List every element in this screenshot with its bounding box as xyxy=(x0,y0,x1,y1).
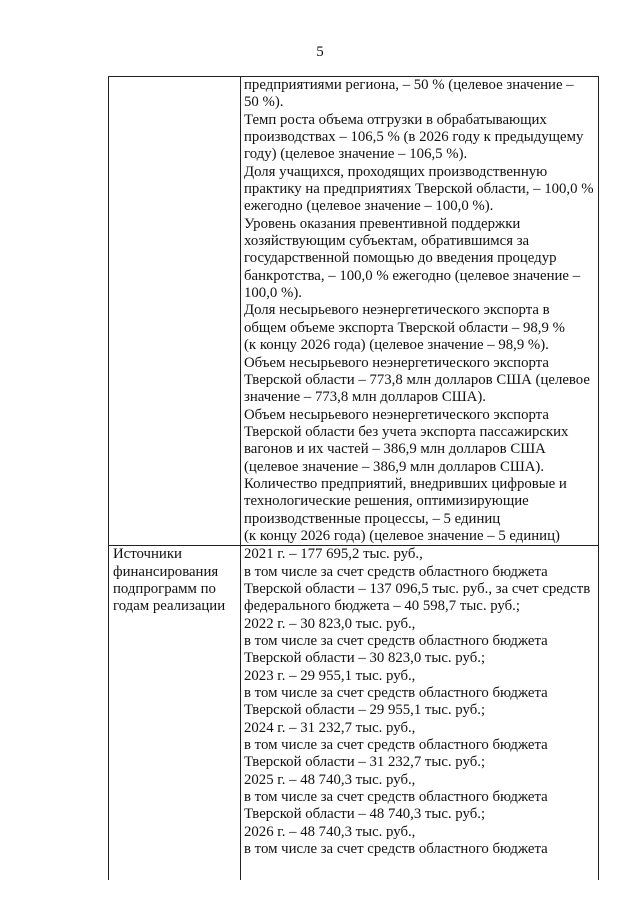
text-line: Тверской области – 31 232,7 тыс. руб.; xyxy=(244,754,486,771)
text-line: (целевое значение – 386,9 млн долларов США). xyxy=(244,458,545,475)
text-line: практику на предприятиях Тверской области, – 100,0 % xyxy=(244,181,594,198)
text-line: финансирования xyxy=(113,563,219,580)
text-line: подпрограмм по xyxy=(113,580,216,597)
text-line: 2023 г. – 29 955,1 тыс. руб., xyxy=(244,667,416,684)
text-line: производствах – 106,5 % (в 2026 году к предыдущему xyxy=(244,129,584,146)
text-line: Тверской области – 29 955,1 тыс. руб.; xyxy=(244,702,486,719)
text-line: 2026 г. – 48 740,3 тыс. руб., xyxy=(244,823,416,840)
passport-table xyxy=(108,76,599,880)
text-line: производственные процессы, – 5 единиц xyxy=(244,510,501,527)
cell-row1-value-text xyxy=(241,77,598,545)
text-line: в том числе за счет средств областного бюджета xyxy=(244,685,548,702)
text-line: 2021 г. – 177 695,2 тыс. руб., xyxy=(244,546,423,563)
page-number: 5 xyxy=(316,44,324,60)
text-line: Источники xyxy=(113,546,182,563)
text-line: Доля учащихся, проходящих производственную xyxy=(244,163,548,180)
cell-row1-label xyxy=(109,77,241,546)
text-line: общем объеме экспорта Тверской области – 98,9 % xyxy=(244,319,565,336)
cell-financing-label xyxy=(109,546,241,881)
cell-financing-label-text xyxy=(109,546,240,615)
text-line: в том числе за счет средств областного бюджета xyxy=(244,841,548,858)
text-line: в том числе за счет средств областного бюджета xyxy=(244,563,548,580)
text-line: хозяйствующим субъектам, обратившимся за xyxy=(244,233,530,250)
text-line: 2022 г. – 30 823,0 тыс. руб., xyxy=(244,615,416,632)
text-line: Доля несырьевого неэнергетического экспорта в xyxy=(244,302,550,319)
text-line: Темп роста объема отгрузки в обрабатывающих xyxy=(244,111,547,128)
table-row-financing xyxy=(109,546,599,881)
text-line: в том числе за счет средств областного бюджета xyxy=(244,737,548,754)
text-line: Объем несырьевого неэнергетического экспорта xyxy=(244,354,549,371)
text-line: (к концу 2026 года) (целевое значение – 98,9 %). xyxy=(244,337,549,354)
text-line: Уровень оказания превентивной поддержки xyxy=(244,215,521,232)
text-line: 2025 г. – 48 740,3 тыс. руб., xyxy=(244,771,416,788)
text-line: банкротства, – 100,0 % ежегодно (целевое значение – xyxy=(244,267,581,284)
text-line: Тверской области – 773,8 млн долларов США (целевое xyxy=(244,371,590,388)
table-row-targets xyxy=(109,77,599,546)
text-line: технологические решения, оптимизирующие xyxy=(244,493,529,510)
text-line: 50 %). xyxy=(244,94,284,111)
cell-financing-value xyxy=(241,546,599,881)
text-line: федерального бюджета – 40 598,7 тыс. руб.; xyxy=(244,598,520,615)
text-line: 100,0 %). xyxy=(244,285,302,302)
text-line: Количество предприятий, внедривших цифровые и xyxy=(244,475,567,492)
text-line: значение – 773,8 млн долларов США). xyxy=(244,389,486,406)
text-line: Объем несырьевого неэнергетического экспорта xyxy=(244,406,549,423)
text-line: Тверской области – 30 823,0 тыс. руб.; xyxy=(244,650,486,667)
text-line: государственной помощью до введения процедур xyxy=(244,250,557,267)
text-line: годам реализации xyxy=(113,598,226,615)
text-line: Тверской области – 48 740,3 тыс. руб.; xyxy=(244,806,486,823)
text-line: ежегодно (целевое значение – 100,0 %). xyxy=(244,198,494,215)
text-line: предприятиями региона, – 50 % (целевое значение – xyxy=(244,77,574,93)
text-line: 2024 г. – 31 232,7 тыс. руб., xyxy=(244,719,416,736)
cell-financing-value-text xyxy=(241,546,598,858)
text-line: Тверской области без учета экспорта пассажирских xyxy=(244,423,569,440)
text-line: в том числе за счет средств областного бюджета xyxy=(244,789,548,806)
cell-row1-value xyxy=(241,77,599,546)
text-line: году) (целевое значение – 106,5 %). xyxy=(244,146,468,163)
text-line: Тверской области – 137 096,5 тыс. руб., за счет средств xyxy=(244,580,591,597)
text-line: вагонов и их частей – 386,9 млн долларов США xyxy=(244,441,546,458)
text-line: в том числе за счет средств областного бюджета xyxy=(244,633,548,649)
text-line: (к концу 2026 года) (целевое значение – 5 единиц) xyxy=(244,527,560,544)
